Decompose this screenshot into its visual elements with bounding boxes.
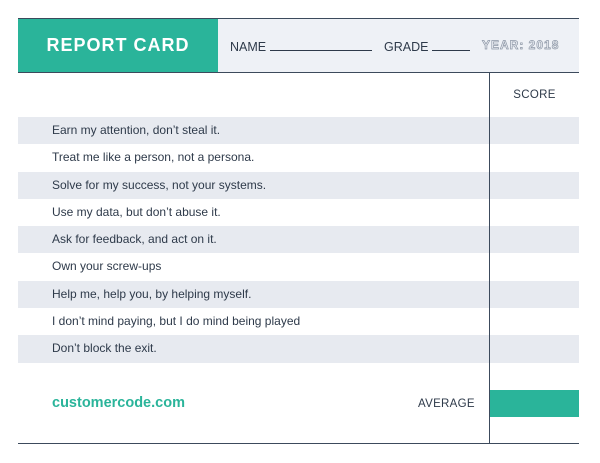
criteria-list (18, 117, 579, 363)
table-row (18, 117, 579, 144)
report-card (18, 18, 579, 444)
grade-blank-line[interactable] (432, 39, 470, 51)
grade-field (384, 39, 470, 55)
name-label: NAME (230, 40, 267, 54)
table-row (18, 199, 579, 226)
bottom-rule (18, 443, 579, 444)
score-cell[interactable] (490, 199, 579, 226)
criterion-label: Own your screw-ups (52, 259, 162, 274)
name-field (230, 39, 372, 55)
table-row (18, 144, 579, 171)
score-column-divider (489, 73, 490, 443)
table-row (18, 281, 579, 308)
criterion-label: Treat me like a person, not a persona. (52, 150, 255, 165)
score-cell[interactable] (490, 281, 579, 308)
score-cell[interactable] (490, 117, 579, 144)
title-block (18, 19, 218, 72)
score-cell[interactable] (490, 172, 579, 199)
criterion-label: I don’t mind paying, but I do mind being played (52, 314, 301, 329)
criterion-label: Solve for my success, not your systems. (52, 177, 267, 192)
grade-label: GRADE (384, 40, 429, 54)
score-cell[interactable] (490, 253, 579, 280)
score-cell[interactable] (490, 226, 579, 253)
table-row (18, 172, 579, 199)
criterion-label: Help me, help you, by helping myself. (52, 286, 252, 301)
table-row (18, 308, 579, 335)
website-label: customercode.com (52, 395, 185, 411)
header-rule (18, 72, 579, 73)
criterion-label: Ask for feedback, and act on it. (52, 232, 217, 247)
score-cell[interactable] (490, 144, 579, 171)
criterion-label: Don’t block the exit. (52, 341, 157, 356)
name-blank-line[interactable] (270, 39, 372, 51)
table-row (18, 335, 579, 362)
score-column-header: SCORE (513, 89, 556, 101)
average-score-box[interactable] (490, 390, 579, 417)
score-cell[interactable] (490, 308, 579, 335)
score-cell[interactable] (490, 335, 579, 362)
average-label: AVERAGE (418, 398, 475, 410)
criterion-label: Earn my attention, don’t steal it. (52, 123, 221, 137)
table-row (18, 226, 579, 253)
year-label: YEAR: 2018 (482, 38, 560, 52)
table-row (18, 253, 579, 280)
criterion-label: Use my data, but don’t abuse it. (52, 204, 221, 219)
page-title: REPORT CARD (46, 35, 190, 55)
